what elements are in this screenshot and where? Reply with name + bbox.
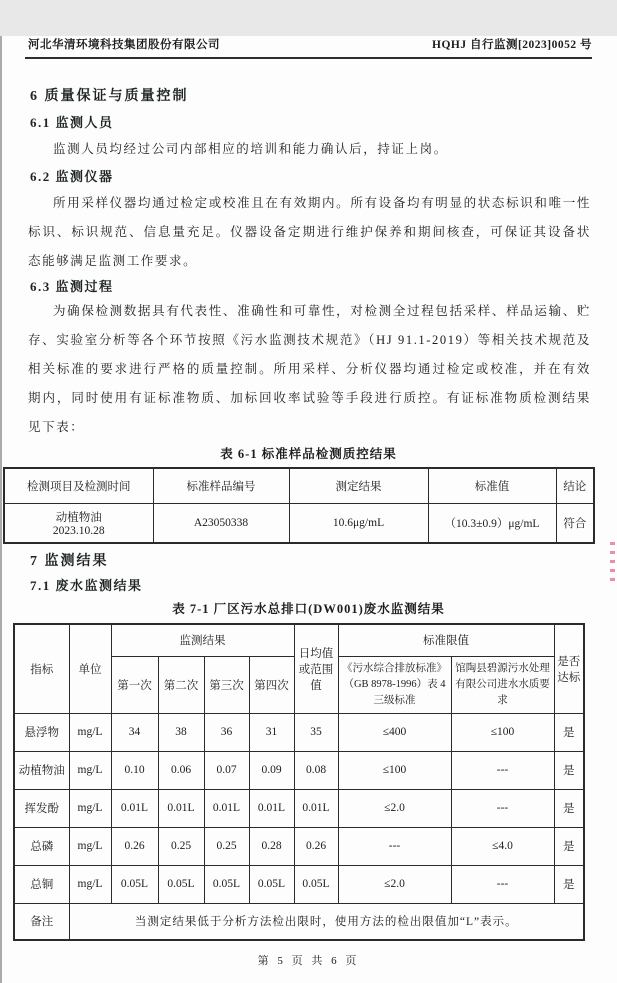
t71-cell-limit2: ≤100	[451, 713, 554, 751]
t71-header-limit-plant: 馆陶县碧源污水处理有限公司进水水质要求	[451, 656, 554, 713]
t71-cell-v4: 0.01L	[249, 789, 294, 827]
t71-cell-name: 挥发酚	[14, 789, 69, 827]
t71-header-daily: 日均值或范围值	[294, 624, 338, 713]
company-name: 河北华清环境科技集团股份有限公司	[28, 39, 220, 51]
pink-stamp-artifact	[610, 542, 615, 582]
t71-cell-name: 总磷	[14, 827, 69, 865]
t61-header-conclusion: 结论	[556, 468, 594, 503]
t71-header-unit: 单位	[69, 624, 111, 713]
t71-cell-name: 悬浮物	[14, 713, 69, 751]
t71-cell-v4: 0.28	[249, 827, 294, 865]
t61-header-item: 检测项目及检测时间	[4, 468, 153, 503]
t71-header-pass: 是否达标	[554, 624, 584, 713]
t71-cell-v4: 0.09	[249, 751, 294, 789]
t71-header-limits-group: 标准限值	[338, 624, 554, 656]
t61-item-name: 动植物油	[55, 511, 102, 524]
page-number: 第 5 页 共 6 页	[257, 955, 360, 967]
table-6-1	[3, 467, 595, 544]
report-number: HQHJ 自行监测[2023]0052 号	[432, 39, 592, 51]
t71-cell-pass: 是	[554, 865, 584, 903]
t71-cell-v3: 0.01L	[204, 789, 249, 827]
t71-cell-limit1: ≤100	[338, 751, 451, 789]
t71-cell-v3: 0.07	[204, 751, 249, 789]
t71-cell-v4: 31	[249, 713, 294, 751]
t71-cell-avg: 0.26	[294, 827, 338, 865]
table-7-1	[13, 623, 585, 941]
t61-header-standard: 标准值	[428, 468, 556, 503]
table-6-1-data-row	[4, 503, 594, 543]
t61-cell-standard: （10.3±0.9）μg/mL	[428, 503, 556, 543]
t71-cell-pass: 是	[554, 713, 584, 751]
page-header	[28, 36, 592, 52]
t71-cell-avg: 0.08	[294, 751, 338, 789]
t71-cell-v1: 0.10	[111, 751, 158, 789]
t71-cell-limit2: ---	[451, 789, 554, 827]
t71-cell-v1: 34	[111, 713, 158, 751]
t71-header-run-1: 第一次	[111, 656, 158, 713]
t71-cell-v2: 38	[158, 713, 204, 751]
t71-cell-limit2: ---	[451, 751, 554, 789]
t71-header-run-3: 第三次	[204, 656, 249, 713]
t71-note-row	[14, 903, 584, 940]
t71-cell-v3: 36	[204, 713, 249, 751]
t61-item-date: 2023.10.28	[52, 524, 105, 537]
t71-cell-v4: 0.05L	[249, 865, 294, 903]
t71-cell-avg: 0.05L	[294, 865, 338, 903]
t71-cell-limit1: ≤2.0	[338, 789, 451, 827]
t71-cell-avg: 35	[294, 713, 338, 751]
t71-cell-limit1: ≤400	[338, 713, 451, 751]
section-6-1-body: 监测人员均经过公司内部相应的培训和能力确认后，持证上岗。	[53, 142, 448, 156]
t71-cell-v3: 0.25	[204, 827, 249, 865]
t71-cell-pass: 是	[554, 789, 584, 827]
t61-cell-item	[4, 503, 153, 543]
t71-cell-pass: 是	[554, 751, 584, 789]
t71-cell-unit: mg/L	[69, 789, 111, 827]
scan-edge-artifact	[0, 36, 2, 983]
section-7-1-title: 7.1 废水监测结果	[30, 578, 143, 593]
t61-header-result: 测定结果	[289, 468, 428, 503]
t71-cell-limit2: ---	[451, 865, 554, 903]
section-6-1-title: 6.1 监测人员	[30, 115, 114, 130]
t71-row-cu	[14, 865, 584, 903]
t71-cell-name: 动植物油	[14, 751, 69, 789]
t71-header-results-group: 监测结果	[111, 624, 294, 656]
t71-cell-unit: mg/L	[69, 751, 111, 789]
t71-cell-unit: mg/L	[69, 713, 111, 751]
t71-cell-limit1: ≤2.0	[338, 865, 451, 903]
t71-cell-unit: mg/L	[69, 865, 111, 903]
t71-cell-v1: 0.26	[111, 827, 158, 865]
t71-cell-avg: 0.01L	[294, 789, 338, 827]
t71-row-tp	[14, 827, 584, 865]
t61-header-sample-no: 标准样品编号	[153, 468, 289, 503]
t71-row-ss	[14, 713, 584, 751]
document-page	[0, 36, 617, 983]
t71-cell-pass: 是	[554, 827, 584, 865]
t71-header-run-4: 第四次	[249, 656, 294, 713]
section-7-title: 7 监测结果	[30, 554, 109, 569]
t61-cell-conclusion: 符合	[556, 503, 594, 543]
t71-cell-v1: 0.05L	[111, 865, 158, 903]
section-6-2-title: 6.2 监测仪器	[30, 169, 114, 184]
t71-cell-limit2: ≤4.0	[451, 827, 554, 865]
t71-row-oil	[14, 751, 584, 789]
header-rule	[25, 57, 592, 59]
section-6-3-title: 6.3 监测过程	[30, 279, 114, 294]
section-6-2-body: 所用采样仪器均通过检定或校准且在有效期内。所有设备均有明显的状态标识和唯一性标识、标识规范、信息量充足。仪器设备定期进行维护保养和期间核查，可保证其设备状态能够满足监测工作要求。	[28, 196, 591, 268]
t71-cell-name: 总铜	[14, 865, 69, 903]
t71-row-phenol	[14, 789, 584, 827]
t71-cell-v2: 0.05L	[158, 865, 204, 903]
t71-cell-v2: 0.06	[158, 751, 204, 789]
t61-cell-sample-no: A23050338	[153, 503, 289, 543]
table-6-1-caption: 表 6-1 标准样品检测质控结果	[220, 447, 397, 461]
section-6-title: 6 质量保证与质量控制	[30, 89, 189, 104]
t71-header-indicator: 指标	[14, 624, 69, 713]
t71-note-text: 当测定结果低于分析方法检出限时，使用方法的检出限值加“L”表示。	[69, 903, 584, 940]
t71-header-limit-gb: 《污水综合排放标准》（GB 8978-1996）表 4 三级标准	[338, 656, 451, 713]
t71-cell-limit1: ---	[338, 827, 451, 865]
table-6-1-header-row	[4, 468, 594, 503]
t71-note-label: 备注	[14, 903, 69, 940]
t71-cell-unit: mg/L	[69, 827, 111, 865]
t71-header-row-1	[14, 624, 584, 656]
table-7-1-caption: 表 7-1 厂区污水总排口(DW001)废水监测结果	[172, 602, 445, 616]
t71-cell-v2: 0.01L	[158, 789, 204, 827]
t71-cell-v3: 0.05L	[204, 865, 249, 903]
t71-header-run-2: 第二次	[158, 656, 204, 713]
t71-cell-v2: 0.25	[158, 827, 204, 865]
section-6-3-body: 为确保检测数据具有代表性、准确性和可靠性，对检测全过程包括采样、样品运输、贮存、实验室分析等各个环节按照《污水监测技术规范》（HJ 91.1-2019）等相关技术规范及相关标准的要求进行严格的质量控制。所用采样、分析仪器均通过检定或校准，并在有效期内，同时使用有证标准物质、加标回收率试验等手段进行质控。有证标准物质检测结果见下表：	[28, 304, 591, 434]
t71-cell-v1: 0.01L	[111, 789, 158, 827]
t61-cell-result: 10.6μg/mL	[289, 503, 428, 543]
